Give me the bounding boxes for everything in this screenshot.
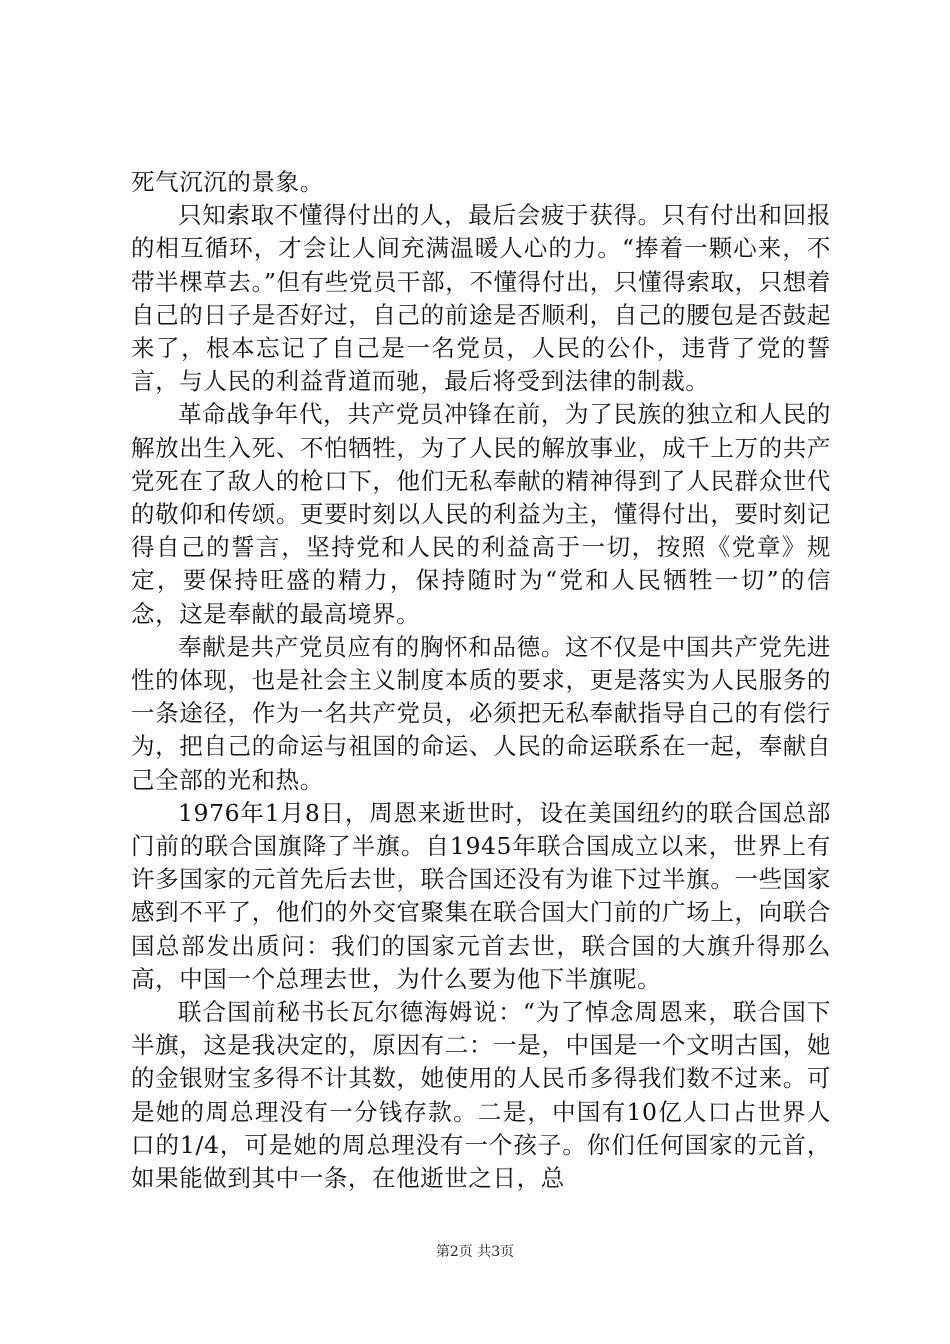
paragraph-continuation: 死气沉沉的景象。 [131, 168, 324, 196]
paragraph: 1976年1月8日，周恩来逝世时，设在美国纽约的联合国总部门前的联合国旗降了半旗。自1945年联合国成立以来，世界上有许多国家的元首先后去世，联合国还没有为谁下过半旗。一些国家感到不平了，他们的外交官聚集在联合国大门前的广场上，向联合国总部发出质问：我们的国家元首去世，联合国的大旗升得那么高，中国一个总理去世，为什么要为他下半旗呢。 [131, 798, 831, 993]
paragraph: 联合国前秘书长瓦尔德海姆说：“为了悼念周恩来，联合国下半旗，这是我决定的，原因有二：一是，中国是一个文明古国，她的金银财宝多得不计其数，她使用的人民币多得我们数不过来。可是她的周总理没有一分钱存款。二是，中国有10亿人口占世界人口的1/4，可是她的周总理没有一个孩子。你们任何国家的元首，如果能做到其中一条，在他逝世之日，总 [131, 998, 831, 1193]
page-number-footer: 第2页 共3页 [435, 1244, 515, 1260]
paragraph: 奉献是共产党员应有的胸怀和品德。这不仅是中国共产党先进性的体现，也是社会主义制度本质的要求，更是落实为人民服务的一条途径，作为一名共产党员，必须把无私奉献指导自己的有偿行为，把自己的命运与祖国的命运、人民的命运联系在一起，奉献自己全部的光和热。 [131, 632, 831, 794]
paragraph: 革命战争年代，共产党员冲锋在前，为了民族的独立和人民的解放出生入死、不怕牺牲，为了人民的解放事业，成千上万的共产党死在了敌人的枪口下，他们无私奉献的精神得到了人民群众世代的敬仰和传颂。更要时刻以人民的利益为主，懂得付出，要时刻记得自己的誓言，坚持党和人民的利益高于一切，按照《党章》规定，要保持旺盛的精力，保持随时为“党和人民牺牲一切”的信念，这是奉献的最高境界。 [131, 400, 831, 628]
document-body [131, 166, 831, 1195]
paragraph: 只知索取不懂得付出的人，最后会疲于获得。只有付出和回报的相互循环，才会让人间充满温暖人心的力。“捧着一颗心来，不带半棵草去。”但有些党员干部，不懂得付出，只懂得索取，只想着自己的日子是否好过，自己的前途是否顺利，自己的腰包是否鼓起来了，根本忘记了自己是一名党员，人民的公仆，违背了党的誓言，与人民的利益背道而驰，最后将受到法律的制裁。 [131, 201, 831, 396]
